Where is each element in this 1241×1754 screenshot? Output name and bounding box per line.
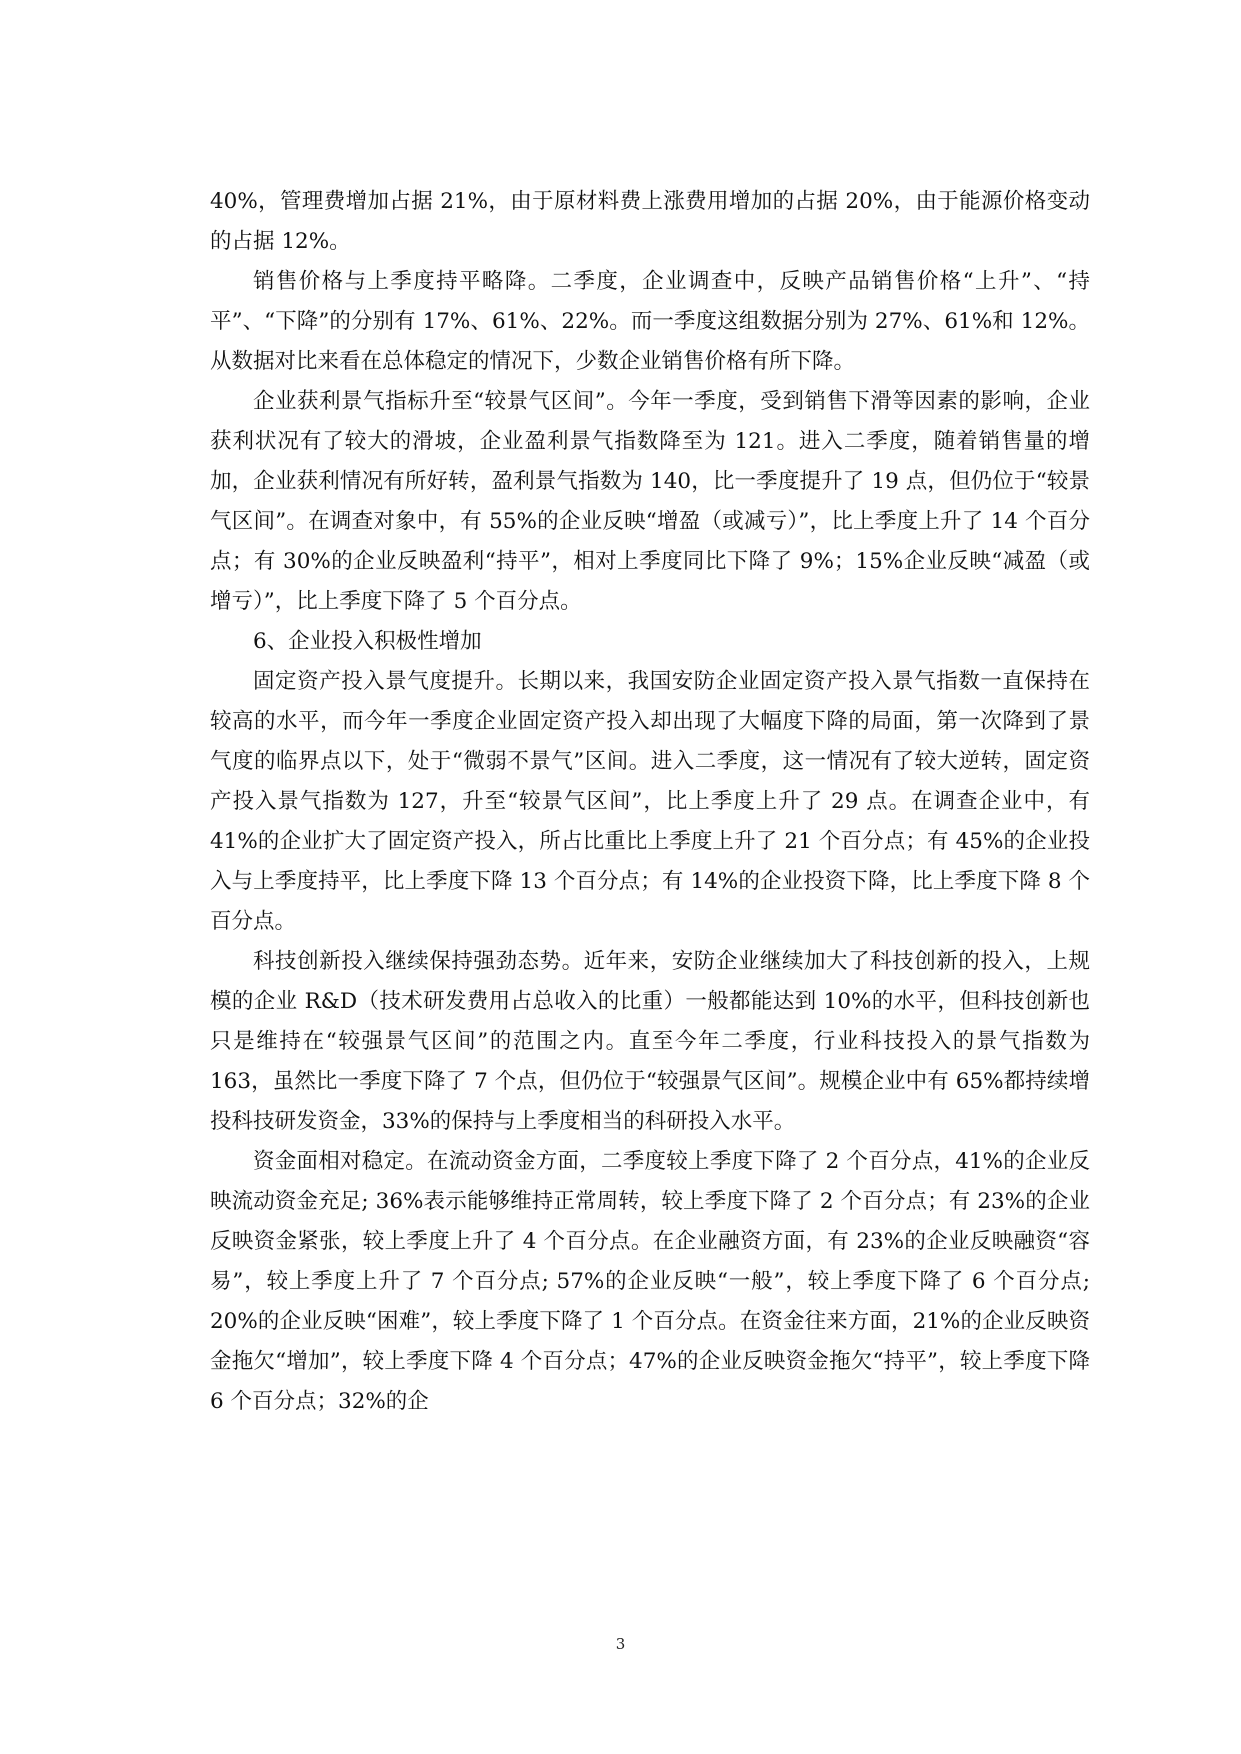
section-heading-investment: 6、企业投入积极性增加 [253,629,482,654]
page-number: 3 [615,1635,626,1653]
paragraph-continuation: 40%，管理费增加占据 21%，由于原材料费上涨费用增加的占据 20%，由于能源价格变动的占据 12%。 [210,189,1090,254]
paragraph-sales-price: 销售价格与上季度持平略降。二季度，企业调查中，反映产品销售价格“上升”、“持平”、“下降”的分别有 17%、61%、22%。而一季度这组数据分别为 27%、61%和 12%。从数据对比来看在总体稳定的情况下，少数企业销售价格有所下降。 [210,269,1090,374]
paragraph-tech-innovation: 科技创新投入继续保持强劲态势。近年来，安防企业继续加大了科技创新的投入，上规模的企业 R&D（技术研发费用占总收入的比重）一般都能达到 10%的水平，但科技创新也只是维持在“较强景气区间”的范围之内。直至今年二季度，行业科技投入的景气指数为 163，虽然比一季度下降了 7 个点，但仍位于“较强景气区间”。规模企业中有 65%都持续增投科技研发资金，33%的保持与上季度相当的科研投入水平。 [210,949,1090,1134]
paragraph-fixed-assets: 固定资产投入景气度提升。长期以来，我国安防企业固定资产投入景气指数一直保持在较高的水平，而今年一季度企业固定资产投入却出现了大幅度下降的局面，第一次降到了景气度的临界点以下，处于“微弱不景气”区间。进入二季度，这一情况有了较大逆转，固定资产投入景气指数为 127，升至“较景气区间”，比上季度上升了 29 点。在调查企业中，有 41%的企业扩大了固定资产投入，所占比重比上季度上升了 21 个百分点；有 45%的企业投入与上季度持平，比上季度下降 13 个百分点；有 14%的企业投资下降，比上季度下降 8 个百分点。 [210,669,1090,934]
paragraph-profit: 企业获利景气指标升至“较景气区间”。今年一季度，受到销售下滑等因素的影响，企业获利状况有了较大的滑坡，企业盈利景气指数降至为 121。进入二季度，随着销售量的增加，企业获利情况有所好转，盈利景气指数为 140，比一季度提升了 19 点，但仍位于“较景气区间”。在调查对象中，有 55%的企业反映“增盈（或减亏）”，比上季度上升了 14 个百分点；有 30%的企业反映盈利“持平”，相对上季度同比下降了 9%；15%企业反映“减盈（或增亏）”，比上季度下降了 5 个百分点。 [210,389,1090,614]
body-text [210,182,1090,1422]
paragraph-funding: 资金面相对稳定。在流动资金方面，二季度较上季度下降了 2 个百分点，41%的企业反映流动资金充足; 36%表示能够维持正常周转，较上季度下降了 2 个百分点；有 23%的企业反映资金紧张，较上季度上升了 4 个百分点。在企业融资方面，有 23%的企业反映融资“容易”，较上季度上升了 7 个百分点; 57%的企业反映“一般”，较上季度下降了 6 个百分点; 20%的企业反映“困难”，较上季度下降了 1 个百分点。在资金往来方面，21%的企业反映资金拖欠“增加”，较上季度下降 4 个百分点；47%的企业反映资金拖欠“持平”，较上季度下降 6 个百分点；32%的企 [210,1149,1090,1414]
